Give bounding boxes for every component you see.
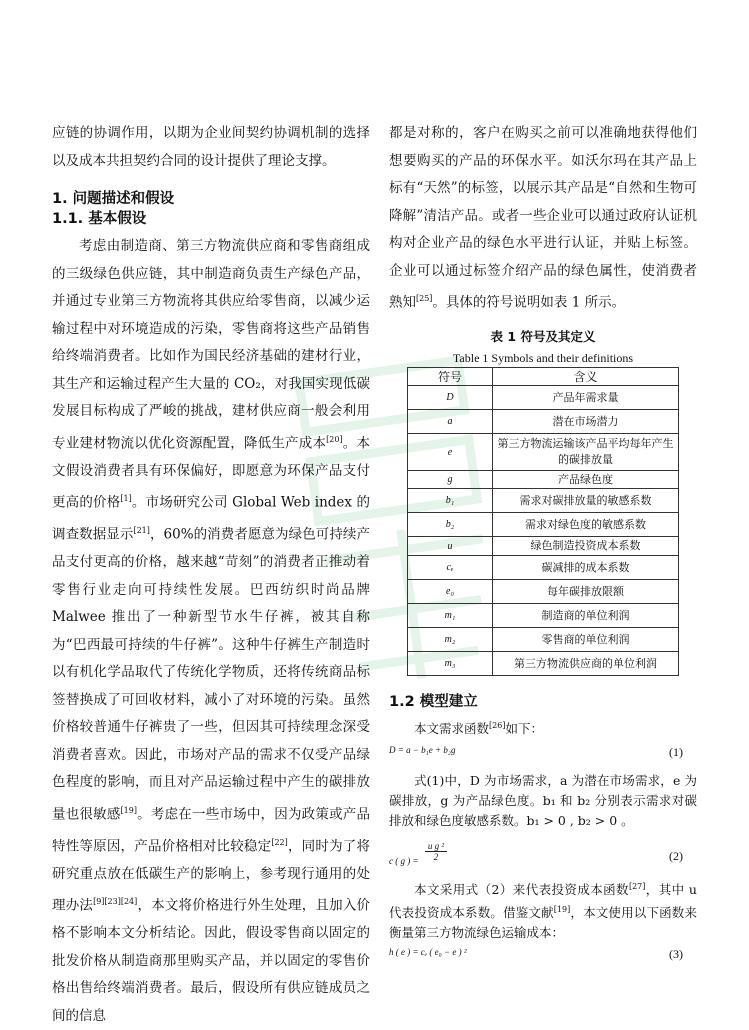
definition-cell: 制造商的单位利润 <box>493 604 679 628</box>
definition-cell: 第三方物流运输该产品平均每年产生的碳排放量 <box>493 434 679 471</box>
table-row <box>408 556 679 580</box>
definition-cell: 每年碳排放限额 <box>493 580 679 604</box>
equation-3 <box>389 947 697 973</box>
symbol-cell: D <box>408 386 493 410</box>
citation: [21] <box>133 526 150 535</box>
equation-1 <box>389 745 697 771</box>
subsection-heading-model: 1.2 模型建立 <box>389 694 478 710</box>
table-caption-en: Table 1 Symbols and their definitions <box>452 351 634 365</box>
citation: [19] <box>553 905 571 915</box>
right-column <box>389 120 697 973</box>
symbol-cell: m₂ <box>408 628 493 652</box>
equation-3-body: h ( e ) = cₑ ( e₀ − e ) ² <box>389 947 467 958</box>
definition-cell: 零售商的单位利润 <box>493 628 679 652</box>
table-row <box>408 471 679 489</box>
definition-cell: 需求对绿色度的敏感系数 <box>493 513 679 537</box>
paragraph-continued-right: 都是对称的，客户在购买之前可以准确地获得他们想要购买的产品的环保水平。如沃尔玛在其产品上标有“天然”的标签，以展示其产品是“自然和生物可降解”清洁产品。或者一些企业可以通过政府认证机构对企业产品的绿色水平进行认证，并贴上标签。企业可以通过标签介绍产品的绿色属性，使消费者熟知[25]。具体的符号说明如表 1 所示。 <box>389 125 697 311</box>
symbol-cell: e <box>408 434 493 471</box>
symbol-cell: e₀ <box>408 580 493 604</box>
definition-cell: 绿色制造投资成本系数 <box>493 537 679 556</box>
equation-1-body: D = a − b₁e + b₂g <box>389 745 456 756</box>
left-column <box>52 120 370 1030</box>
definition-cell: 产品年需求量 <box>493 386 679 410</box>
symbol-table <box>407 367 679 676</box>
paragraph-continued: 应链的协调作用，以期为企业间契约协调机制的选择以及成本共担契约合同的设计提供了理论支撑。 <box>52 125 370 169</box>
table-row <box>408 652 679 676</box>
citation: [1] <box>120 494 132 503</box>
table-row <box>408 410 679 434</box>
symbol-cell: b₁ <box>408 489 493 513</box>
equation-2-number: (2) <box>669 849 683 864</box>
table-row <box>408 537 679 556</box>
fraction-denominator: 2 <box>433 852 439 863</box>
definition-cell: 碳减排的成本系数 <box>493 556 679 580</box>
symbol-cell: g <box>408 471 493 489</box>
table-header-symbol: 符号 <box>408 368 493 386</box>
section-heading: 1. 问题描述和假设 <box>52 191 175 207</box>
table-row <box>408 386 679 410</box>
citation: [22] <box>271 837 288 847</box>
equation-3-number: (3) <box>669 947 683 962</box>
citation: [20] <box>326 434 343 444</box>
paragraph-demand: 本文需求函数[26]如下： <box>414 721 543 737</box>
citation: [19] <box>120 805 137 815</box>
table-row <box>408 434 679 471</box>
table-header-meaning: 含义 <box>493 368 679 386</box>
subsection-heading: 1.1. 基本假设 <box>52 211 147 227</box>
table-row <box>408 580 679 604</box>
symbol-cell: u <box>408 537 493 556</box>
equation-2 <box>389 837 697 877</box>
citation: [25] <box>416 294 433 303</box>
definition-cell: 需求对碳排放量的敏感系数 <box>493 489 679 513</box>
table-caption-cn: 表 1 符号及其定义 <box>490 329 596 344</box>
symbol-cell: b₂ <box>408 513 493 537</box>
symbol-cell: cₑ <box>408 556 493 580</box>
definition-cell: 潜在市场潜力 <box>493 410 679 434</box>
citation: [9][23][24] <box>93 897 138 906</box>
definition-cell: 第三方物流供应商的单位利润 <box>493 652 679 676</box>
table-row <box>408 604 679 628</box>
table-header-row <box>408 368 679 386</box>
table-row <box>408 628 679 652</box>
fraction-numerator: u g ² <box>425 841 447 852</box>
definition-cell: 产品绿色度 <box>493 471 679 489</box>
paragraph-eq1-explain: 式(1)中，D 为市场需求，a 为潜在市场需求，e 为碳排放，g 为产品绿色度。b₁ 和 b₂ 分别表示需求对碳排放和绿色度敏感系数。b₁ > 0 , b₂ > 0 。 <box>389 773 697 829</box>
equation-2-lhs: c ( g ) = <box>389 855 419 866</box>
table-row <box>408 513 679 537</box>
equation-1-number: (1) <box>669 745 683 760</box>
symbol-cell: m₁ <box>408 604 493 628</box>
paragraph-investment-cost: 本文采用式（2）来代表投资成本函数[27]，其中 u 代表投资成本系数。借鉴文献[19]，本文使用以下函数来衡量第三方物流绿色运输成本： <box>389 882 697 941</box>
equation-2-fraction <box>425 841 447 862</box>
paragraph-assumptions: 考虑由制造商、第三方物流供应商和零售商组成的三级绿色供应链，其中制造商负责生产绿色产品，并通过专业第三方物流将其供应给零售商，以减少运输过程中对环境造成的污染，零售商将这些产品销售给终端消费者。比如作为国民经济基础的建材行业，其生产和运输过程产生大量的 CO₂，对我国实现低碳发展目标构成了严峻的挑战，建材供应商一般会利用专业建材物流以优化资源配置，降低生产成本[20]。本文假设消费者具有环保偏好，即愿意为环保产品支付更高的价格[1]。市场研究公司 Global Web index 的调查数据显示[21]，60%的消费者愿意为绿色可持续产品支付更高的价格，越来越“苛刻”的消费者正推动着零售行业走向可持续性发展。巴西纺织时尚品牌 Malwee 推出了一种新型节水牛仔裤，被其自称为“巴西最可持续的牛仔裤”。这种牛仔裤生产制造时以有机化学品取代了传统化学物质，还将传统商品标签替换成了可回收材料，减小了对环境的污染。虽然价格较普通牛仔裤贵了一些，但因其可持续理念深受消费者喜欢。因此，市场对产品的需求不仅受产品绿色程度的影响，而且对产品运输过程中产生的碳排放量也很敏感[19]。考虑在一些市场中，因为政策或产品特性等原因，产品价格相对比较稳定[22]，同时为了将研究重点放在低碳生产的影响上，参考现行通用的处理办法[9][23][24]，本文将价格进行外生处理，且加入价格不影响本文分析结论。因此，假设零售商以固定的批发价格从制造商那里购买产品，并以固定的零售价格出售给终端消费者。最后，假设所有供应链成员之间的信息 <box>52 238 371 1024</box>
symbol-cell: m₃ <box>408 652 493 676</box>
table-row <box>408 489 679 513</box>
citation: [27] <box>628 882 646 892</box>
citation: [26] <box>489 721 506 730</box>
symbol-cell: a <box>408 410 493 434</box>
